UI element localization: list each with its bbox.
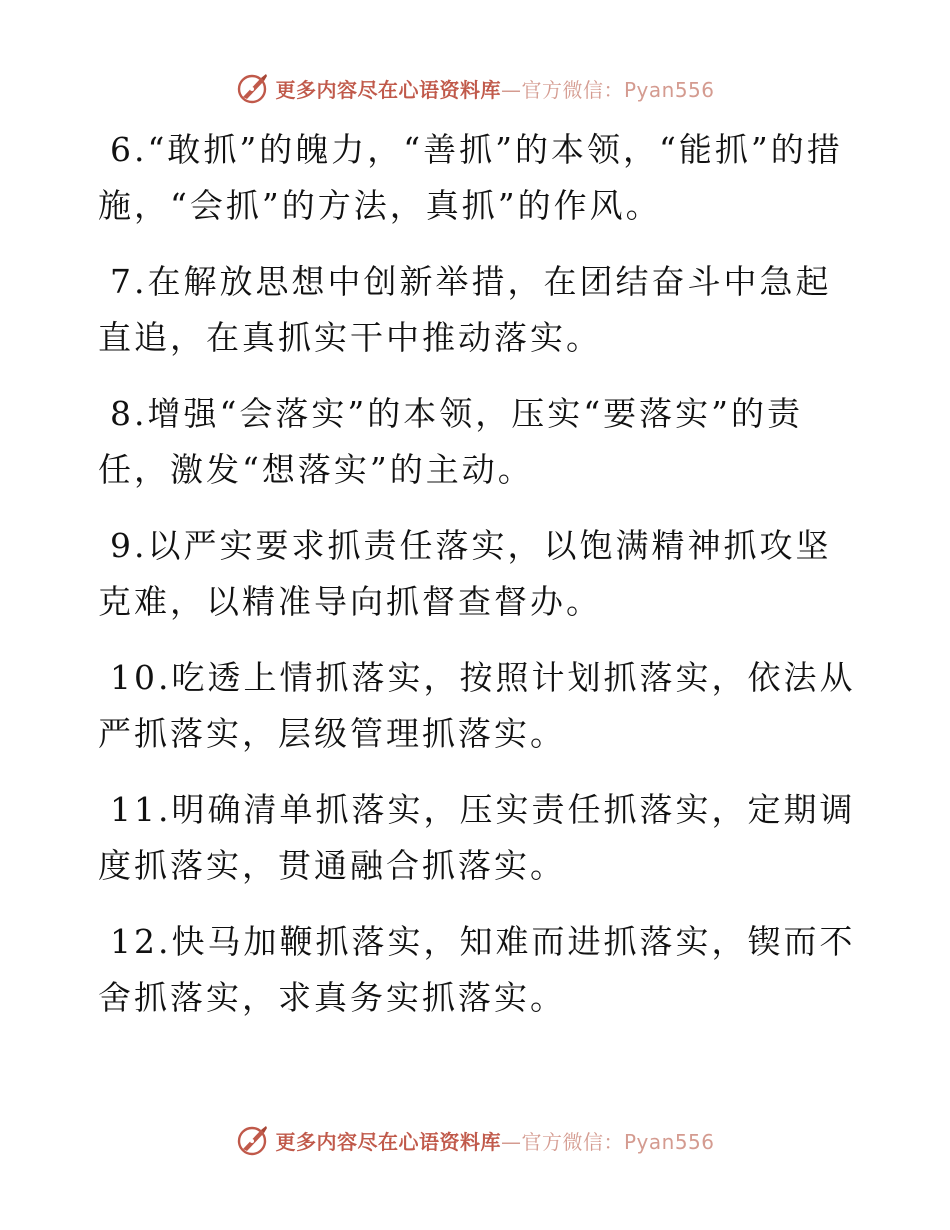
brand-watermark [235,70,714,106]
watermark-handle: Pyan556 [623,1129,715,1154]
watermark-handle: Pyan556 [623,77,715,102]
brand-watermark [235,1122,714,1158]
list-item: 11.明确清单抓落实，压实责任抓落实，定期调度抓落实，贯通融合抓落实。 [98,790,856,885]
list-item: 8.增强“会落实”的本领，压实“要落实”的责任，激发“想落实”的主动。 [98,394,803,489]
watermark-separator: —官方微信： [500,77,624,102]
watermark-text [275,74,714,103]
document-body [98,122,858,1046]
watermark-text [275,1126,714,1155]
list-item: 7.在解放思想中创新举措，在团结奋斗中急起直追，在真抓实干中推动落实。 [98,262,832,357]
watermark-main: 更多内容尽在心语资料库 [275,1129,501,1154]
watermark-separator: —官方微信： [500,1129,624,1154]
header-watermark [0,70,950,106]
list-item: 10.吃透上情抓落实，按照计划抓落实，依法从严抓落实，层级管理抓落实。 [98,658,856,753]
quill-circle-icon [235,1122,271,1158]
list-item: 6.“敢抓”的魄力，“善抓”的本领，“能抓”的措施，“会抓”的方法，真抓”的作风。 [98,130,843,225]
quill-circle-icon [235,70,271,106]
list-item: 9.以严实要求抓责任落实，以饱满精神抓攻坚克难，以精准导向抓督查督办。 [98,526,832,621]
watermark-main: 更多内容尽在心语资料库 [275,77,501,102]
footer-watermark [0,1122,950,1158]
list-item: 12.快马加鞭抓落实，知难而进抓落实，锲而不舍抓落实，求真务实抓落实。 [98,922,856,1017]
